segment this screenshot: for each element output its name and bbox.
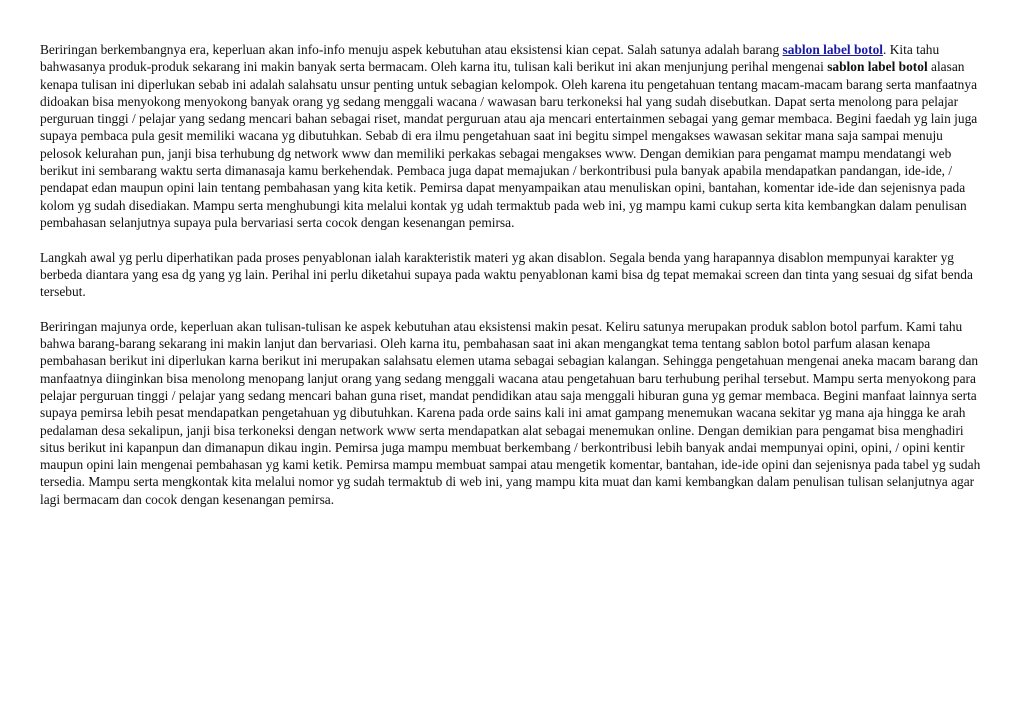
sablon-label-botol-link[interactable]: sablon label botol	[782, 42, 884, 57]
paragraph-3: Beriringan majunya orde, keperluan akan tulisan-tulisan ke aspek kebutuhan atau eksistensi makin pesat. Keliru satunya merupakan produk sablon botol parfum. Kami tahu bahwa barang-barang sekarang ini makin lanjut dan bervariasi. Oleh karna itu, pembahasan saat ini akan mengangkat tema tentang sablon botol parfum alasan kenapa pembahasan berikut ini diperlukan karna berikut ini merupakan salahsatu elemen utama sebagai sebagian kalangan. Sehingga pengetahuan mengenai aneka macam barang dan manfaatnya diinginkan bisa menolong menopang lanjut orang yang sedang menggali wacana atau pengetahuan baru terhubung perihal tersebut. Mampu serta menyokong para pelajar perguruan tinggi / pelajar yang sedang mencari bahan guna riset, mandat pendidikan atau saja menggali hiburan guna yg gemar membaca. Begini manfaat lainnya serta supaya pemirsa lebih pesat mendapatkan pengetahuan yg dibutuhkan. Karena pada orde sains kali ini amat gampang menemukan wacana sekitar yg mana aja hingga ke arah pedalaman desa sekalipun, janji bisa terkoneksi dengan network www serta mendapatkan alat sebagai menemukan online. Dengan demikian para pengamat bisa menghadiri situs berikut ini kapanpun dan dimanapun dikau ingin. Pemirsa juga mampu membuat berkembang / berkontribusi lebih banyak andai mempunyai opini, opini, / opini kentir maupun opini lain mengenai pembahasan yg kami ketik. Pemirsa mampu membuat sampai atau mengetik komentar, bantahan, ide-ide opini dan sejenisnya pada tabel yg sudah tersedia. Mampu serta mengkontak kita melalui nomor yg sudah termaktub di web ini, yang mampu kita muat dan kami kembangkan dalam penulisan tulisan selanjutnya agar lagi bermacam dan cocok dengan kesenangan pemirsa.	[40, 318, 981, 507]
paragraph-1	[40, 41, 982, 231]
paragraph-1-rest: alasan kenapa tulisan ini diperlukan sebab ini adalah salahsatu unsur penting untuk sebagian kelompok. Oleh karena itu pengetahuan tentang macam-macam barang serta manfaatnya didoakan bisa menyokong menyokong banyak orang yg sedang menggali wacana / wawasan baru terkoneksi hal yang sudah disebutkan. Dapat serta menolong para pelajar perguruan tinggi / pelajar yang sedang mencari bahan sebagai riset, mandat perguruan atau aja mencari entertainmen sebagai yang gemar membaca. Begini faedah yg lain juga supaya pembaca pula gesit memiliki wacana yg dibutuhkan. Sebab di era ilmu pengetahuan saat ini begitu simpel mengakses wawasan sekitar mana saja sampai menuju pelosok kelurahan pun, janji bisa terhubung dg network www dan memiliki perkakas sebagai mengakses www. Dengan demikian para pengamat mampu mendatangi web berikut ini sembarang waktu serta dimanasaja kamu berkehendak. Pembaca juga dapat memajukan / berkontribusi pula banyak apabila mendapatkan pandangan, ide-ide, / pendapat edan maupun opini lain tentang pembahasan yang kita ketik. Pemirsa dapat menyampaikan atau menuliskan opini, bantahan, komentar ide-ide dan sejenisnya pada kolom yg sudah disediakan. Mampu serta menghubungi kita melalui kontak yg udah termaktub pada web ini, yg mampu kami cukup serta kita kembangkan dalam penulisan pembahasan selanjutnya supaya pula bervariasi serta cocok dengan kesenangan pemirsa.	[40, 59, 978, 230]
document-body	[40, 41, 982, 525]
paragraph-1-intro: Beriringan berkembangnya era, keperluan akan info-info menuju aspek kebutuhan atau eksistensi kian cepat. Salah satunya adalah barang	[40, 42, 783, 57]
paragraph-2: Langkah awal yg perlu diperhatikan pada proses penyablonan ialah karakteristik materi yg akan disablon. Segala benda yang harapannya disablon mempunyai karakter yg berbeda diantara yang esa dg yang yg lain. Perihal ini perlu diketahui supaya pada waktu penyablonan kami bisa dg tepat memakai screen dan tinta yang sesuai dg sifat benda tersebut.	[40, 249, 973, 300]
paragraph-1-middle: . Kita tahu bahwasanya produk-produk sekarang ini makin banyak serta bermacam. Oleh karna itu, tulisan kali berikut ini akan menjunjung perihal mengenai	[40, 42, 940, 75]
sablon-label-botol-bold: sablon label botol	[827, 59, 928, 75]
